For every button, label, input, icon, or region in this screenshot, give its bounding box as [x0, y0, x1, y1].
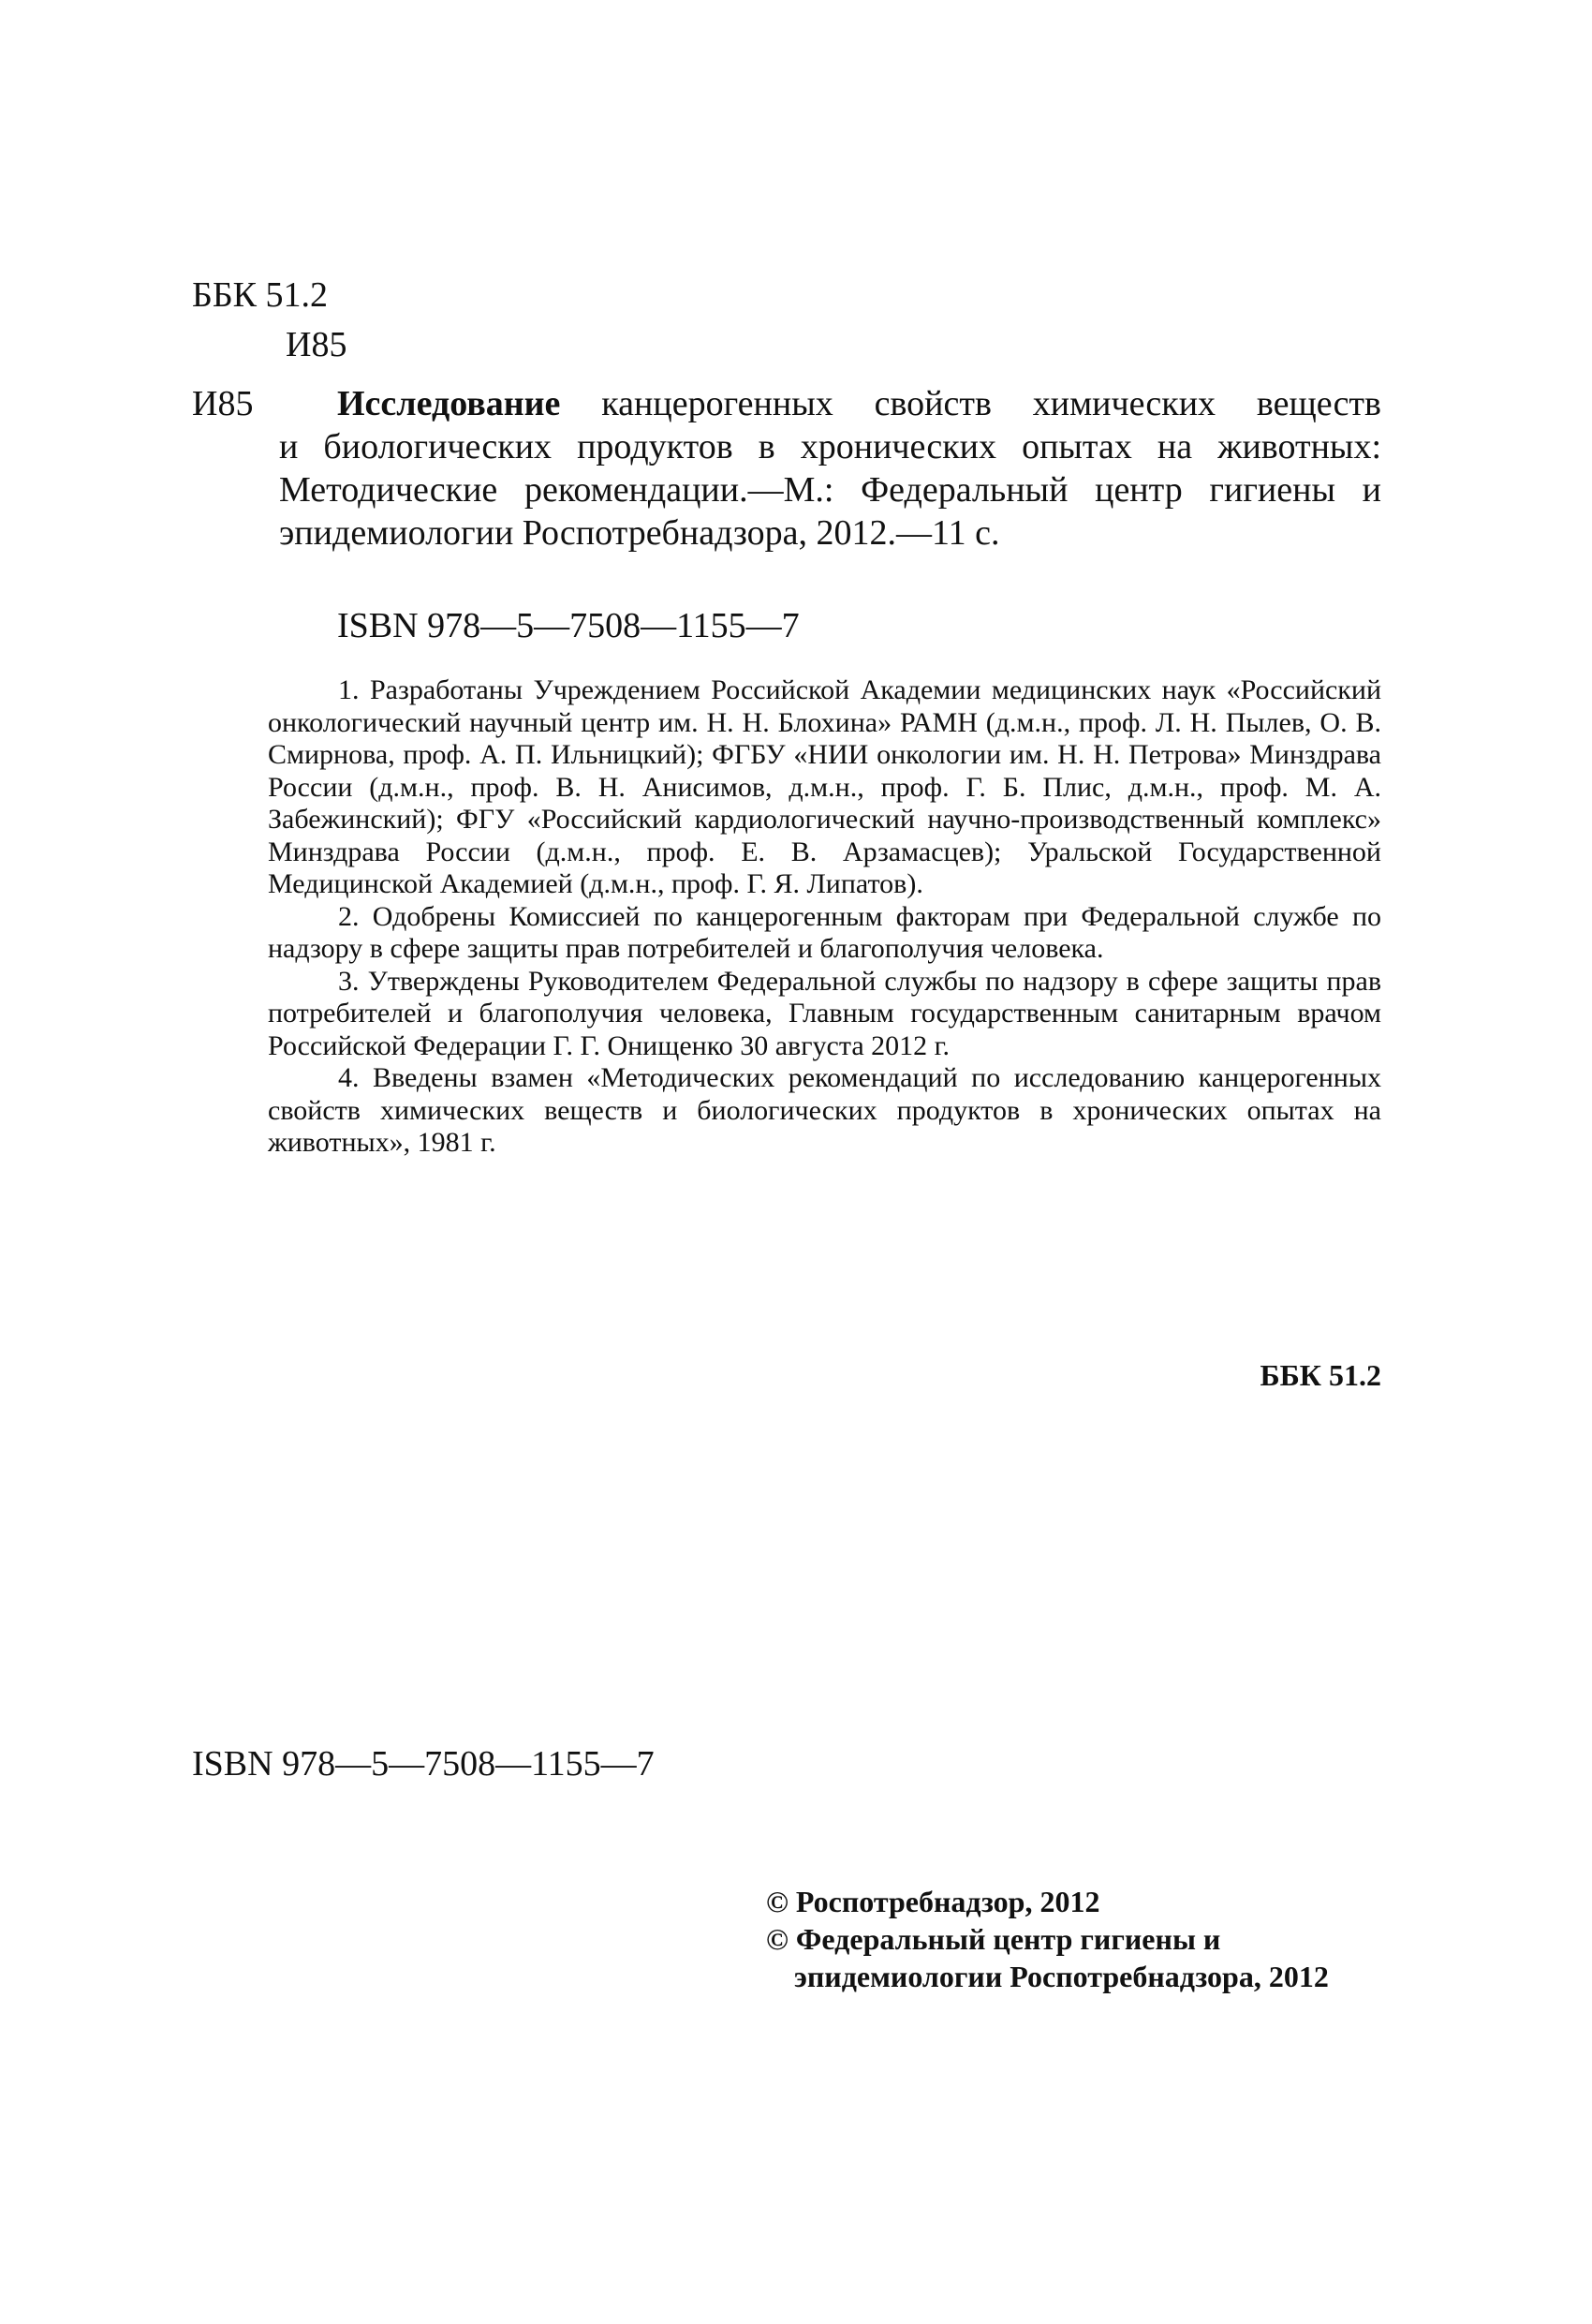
copyright-line: © Федеральный центр гигиены и	[766, 1922, 1221, 1956]
biblio-author-sign: И85	[192, 384, 254, 423]
isbn-bottom: ISBN 978—5—7508—1155—7	[192, 1744, 655, 1784]
bbk-code: ББК 51.2	[192, 275, 328, 315]
notes-block	[268, 674, 1381, 1160]
author-sign: И85	[286, 325, 347, 364]
note-item: 1. Разработаны Учреждением Российской Академии медицинских наук «Российский онкологический научный центр им. Н. Н. Блохина» РАМН (д.м.н., проф. Л. Н. Пылев, О. В. Смирнова, проф. А. П. Ильницкий); ФГБУ «НИИ онкологии им. Н. Н. Петрова» Минздрава России (д.м.н., проф. В. Н. Анисимов, д.м.н., проф. Г. Б. Плис, д.м.н., проф. М. А. Забежинский); ФГУ «Российский кардиологический научно-производственный комплекс» Минздрава России (д.м.н., проф. Е. В. Арзамасцев); Уральской Государственной Медицинской Академией (д.м.н., проф. Г. Я. Липатов).	[268, 674, 1381, 899]
isbn-main: ISBN 978—5—7508—1155—7	[337, 606, 800, 645]
bbk-code-right: ББК 51.2	[1260, 1358, 1381, 1392]
copyright-block	[766, 1883, 1403, 1995]
note-item: 3. Утверждены Руководителем Федеральной службы по надзору в сфере защиты прав потребителей и благополучия человека, Главным государственным санитарным врачом Российской Федерации Г. Г. Онищенко 30 августа 2012 г.	[268, 965, 1381, 1061]
bibliographic-entry-rest: и биологических продуктов в хронических опытах на животных: Методические рекомендации.—М.: Федеральный центр гигиены и эпидемиологии Роспотребнадзора, 2012.—11 с.	[279, 427, 1381, 553]
note-item: 2. Одобрены Комиссией по канцерогенным факторам при Федеральной службе по надзору в сфере защиты прав потребителей и благополучия человека.	[268, 900, 1381, 964]
biblio-title-bold: Исследование	[337, 384, 561, 423]
note-item: 4. Введены взамен «Методических рекомендаций по исследованию канцерогенных свойств химических веществ и биологических продуктов в хронических опытах на животных», 1981 г.	[268, 1062, 1381, 1158]
biblio-title-rest: канцерогенных свойств химических веществ	[560, 384, 1381, 423]
bibliographic-entry-first-line	[337, 382, 1381, 425]
copyright-line: эпидемиологии Роспотребнадзора, 2012	[794, 1960, 1329, 1993]
copyright-line: © Роспотребнадзор, 2012	[766, 1885, 1100, 1918]
biblio-line-1	[337, 382, 1381, 425]
